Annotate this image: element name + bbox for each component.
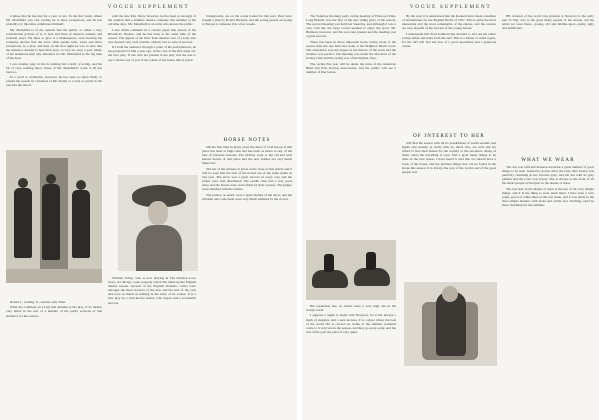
right-column-1	[306, 14, 396, 238]
paragraph: I suppose I ought to begin with Newport, for it has always a mark of elegance and a sure success. It is a place where the best of the social life is carried on. Some of the summer residents come to it very late in the season, and they go away early, and the rest of the year the place is very quiet.	[306, 313, 396, 334]
paragraph: William Tolley, who is now playing in The Parisian Love Story, in Chicago, went properly and richly taken up the English theatre season. Several of the English dramatic critics were amongst the most stalwart of the new and the best of the year and were as much as nothing in the early of its course. It is a new play by a well known author, who began with a wonderful success.	[108, 276, 196, 305]
paragraph: I saw much comment in a certain paper this season at the Broadway Theatre, and he has been at the same time of the season. The appeal of the New York theatres was of a lady who was dressed very well, and the comedy was so sure of success.	[108, 27, 196, 44]
paragraph: The list of the winners is given at the close of this article and it will be seen that the best of the horses are of the same stable as last year. The show was a great success in every way and the prizes were well distributed. The saddle class had a very good entry and the horses were well ridden by their owners. The judges were satisfied with the results.	[202, 166, 292, 192]
photo-three-figures	[6, 150, 102, 283]
paragraph: OR the first time in many years the show of road horses at this place has been at high-class and has been as much as any of the best of previous seasons. The ribbons went to the old and well known horses of this place and the new stables are very much improved.	[202, 145, 292, 166]
paragraph: The day was still and dressed and made a great number of good things to be seen. Some few gowns show the rage. Mrs. Kerby was perfectly charming in her favorite gray, and her hat with its gray plumes and the roses was lovely. She is always to the front of all the smart people at Newport in the matter of dress.	[502, 165, 594, 186]
paragraph: I understand that Fred Gebhard has decided to sell out his entire racing stable and retire from the turf. This is a matter of some regret, for the turf will feel the loss of a good sportsman and a generous owner.	[402, 31, 496, 48]
left-column-2	[108, 14, 196, 172]
section-heading-of-interest: OF INTEREST TO HER	[413, 134, 485, 139]
right-column-3-lower	[502, 156, 594, 416]
paragraph: What the comment on a lady this summer is the play of its theatre very much in the sort of a number of the pretty sections of this audience for the season.	[6, 305, 102, 318]
paragraph: There has been no more important horse racing event of the season than the one held last week at the Brighton Beach track. The attendance was the largest in the history of the track and the weather was perfect. The meeting was under the direction of the Jockey Club and the racing was of the highest class.	[306, 39, 396, 61]
left-column-1-lower	[6, 300, 102, 416]
left-column-3	[202, 14, 292, 134]
right-column-2-mid	[402, 132, 496, 280]
paragraph: OW that the season with all its possibilities of warm weather and sights and sounds, is really with us, those who are well and are afford to lave their homes for the country or the sea-shore. Many of them, when the travelling is over, find a great many things to be done in the new house. I have heard it said that we should have a book of the house, and the prettiest things that can be found in the shops this season. It is always the way of the world, and of the good people in it.	[402, 141, 496, 174]
paragraph: The racing this year will be under the rules of the American Hunt and Polo Racing Association, and the public will see a number of fine horses.	[306, 61, 396, 74]
paragraph: His reputation has, no doubt, been a very high one in the racing world.	[306, 304, 396, 313]
left-column-3-lower	[202, 136, 292, 416]
running-head-left: VOGUE SUPPLEMENT	[107, 4, 190, 10]
left-page	[0, 0, 297, 420]
left-column-1	[6, 14, 102, 147]
paragraph: Robert L. Cutting, Jr., and his wife, Miss	[10, 300, 66, 304]
paragraph: n phase that he has had for a year or two. In the first week, where Mr. Mansfield was cast readily, he is more prosperous, and he has probably, by this time, reimbursed himself.	[6, 14, 102, 27]
right-column-2	[402, 14, 496, 130]
paragraph: bridegrooms, are on the ocean bound for this port. They have bought a play by Robert Hichens, and the young people are going to Europe to rehearse it in a few weeks.	[202, 14, 292, 27]
paragraph: If I hold the audience through a point of his performances, he has prepared for him a year ago, in the case of the first stage act, the new play. If one who are present at the play was the one to say I am the one of you of the whole of the house that is given.	[108, 45, 196, 62]
paragraph: HE creation of the Gold Cup grounds at Newport is the early part of July, was to the great many people of the season. All the smart set were there—young, old and middle-aged—pretty, ugly and indifferent.	[502, 14, 594, 31]
left-column-2-lower	[108, 276, 196, 416]
right-column-1-lower	[306, 304, 396, 416]
paragraph: I saw another play in that is nothing but a dolly of acting, and his bit of very, nothing more. None of Mr. Mansfield's work, it all has been so.	[6, 61, 102, 74]
paragraph: The ponies, as usual, were a great feature of the show, and the children who rode them were very much admired by the crowd.	[202, 192, 292, 201]
paragraph: The last note in the matter of dress is the use of the very simple things, and it is the thing to wear plain linen. I have seen a very pretty gown of white linen at the last week, and it was made in the most simple manner, with tucks and a little lace. Nothing could be more charming for the summer.	[502, 186, 594, 208]
section-heading-horse-notes: HORSE NOTES	[223, 138, 271, 143]
paragraph: By the way, it is understood that the Kennels have made a number of nominations for the English Derby of 1907. This is quite the most interesting and the most remarkable of the entries, and the owners are very hopeful of the success of the young horses.	[402, 14, 496, 31]
paragraph: The Saturday morning party racing meeting at Ellswood Park, Long Branch, was the first of the new riding party of the season. The second meeting was held last Saturday, and although it was a very cold day the large crowd seemed to enjoy the sport. Mr. Belmont, however, and his son were present and the meeting was a great success.	[306, 14, 396, 39]
right-page	[302, 0, 599, 420]
photo-seated-figure	[404, 282, 497, 366]
paragraph: with the new Mrs. Drew, however, he has been so strongly of the opinion that a summer theatre company this summer at the old time days. Mr. Mansfield is an artist who knows the public.	[108, 14, 196, 27]
paragraph: Mr. Mansfield is of the opinion that the public, or rather a very considerable portion of it, is sick and tired of musical comedy and problem plays. He likes to give it a Shakespeare, once hearing his company declare that the actor often speaks truer, wiser and more prosperous, as a play, and then on the first night he was so sure that the audience desired to hear their poet, so very by, once a year. Many of his audiences may ally announce for Mr. Mansfield as the big man of the hour.	[6, 27, 102, 61]
right-column-3	[502, 14, 594, 154]
running-head-right: VOGUE SUPPLEMENT	[409, 4, 492, 10]
section-heading-what-we-wear: WHAT WE WEAR	[521, 158, 575, 163]
photo-riders-on-horseback	[306, 240, 396, 300]
paragraph: In a word to dramatize, however, he has been no more likely to extend the season in a musical of this drama or a lady so pretty in the touch in the mood.	[6, 75, 102, 88]
photo-portrait-lady	[118, 175, 198, 271]
